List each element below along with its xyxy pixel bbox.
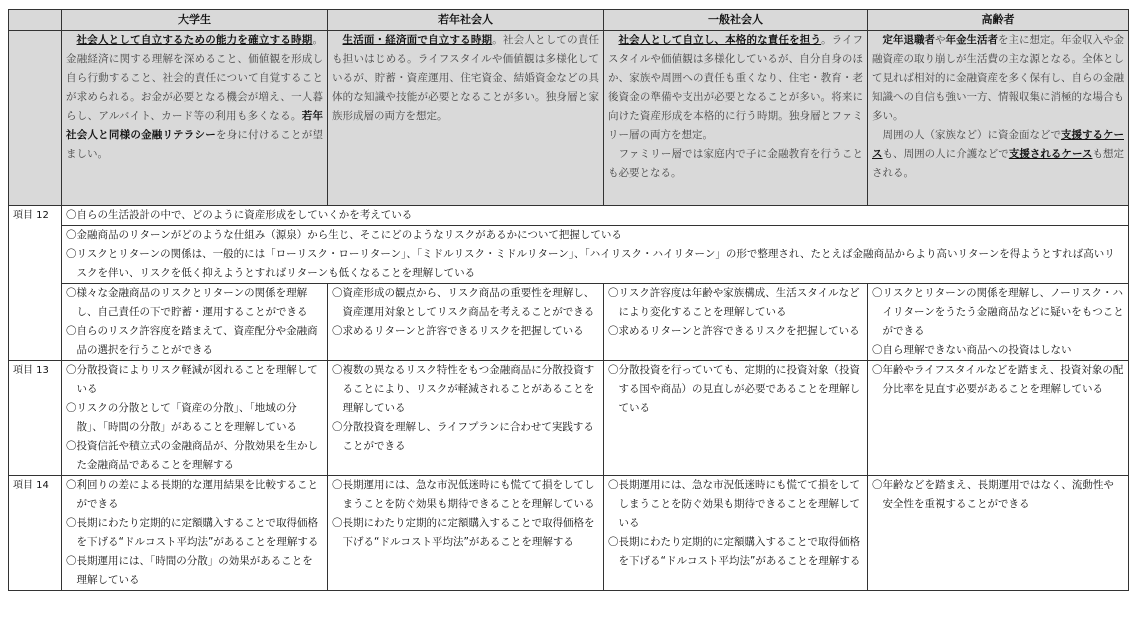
item-12-row3	[9, 284, 1129, 361]
header-senior: 高齢者	[868, 10, 1129, 31]
item-12-general-worker: 〇リスク許容度は年齢や家族構成、生活スタイルなどにより変化することを理解している 〇求めるリターンと許容できるリスクを把握している	[604, 284, 868, 361]
item-13-label: 項目 13	[9, 361, 62, 476]
header-young-worker: 若年社会人	[328, 10, 604, 31]
desc-young-worker: 生活面・経済面で自立する時期。社会人としての責任も担いはじめる。ライフスタイルや価値観は多様化しているが、貯蓄・資産運用、住宅資金、結婚資金などの具体的な知識や技能が必要となることが多い。独身層と家族形成層の両方を想定。	[328, 31, 604, 206]
item-13-senior: 〇年齢やライフスタイルなどを踏まえ、投資対象の配分比率を見直す必要があることを理解している	[868, 361, 1129, 476]
description-blank	[9, 31, 62, 206]
item-13-row	[9, 361, 1129, 476]
item-12-label: 項目 12	[9, 206, 62, 361]
header-general-worker: 一般社会人	[604, 10, 868, 31]
item-12-row1	[9, 206, 1129, 226]
item-12-senior: 〇リスクとリターンの関係を理解し、ノーリスク・ハイリターンをうたう金融商品などに疑いをもつことができる 〇自ら理解できない商品への投資はしない	[868, 284, 1129, 361]
header-blank	[9, 10, 62, 31]
item-12-university: 〇様々な金融商品のリスクとリターンの関係を理解し、自己責任の下で貯蓄・運用することができる 〇自らのリスク許容度を踏まえて、資産配分や金融商品の選択を行うことができる	[62, 284, 328, 361]
item-14-young-worker: 〇長期運用には、急な市況低迷時にも慌てて損をしてしまうことを防ぐ効果も期待できることを理解している 〇長期にわたり定期的に定額購入することで取得価格を下げる“ドルコスト平均法”があることを理解する	[328, 476, 604, 591]
item-12-common-2: 〇金融商品のリターンがどのような仕組み（源泉）から生じ、そこにどのようなリスクがあるかについて把握している 〇リスクとリターンの関係は、一般的には「ローリスク・ローリターン」、「ミドルリスク・ミドルリターン」、「ハイリスク・ハイリターン」の形で整理され、たとえば金融商品からより高いリターンを得ようとすれば高いリスクを伴い、リスクを低く抑えようとすればリターンも低くなることを理解している	[62, 226, 1129, 284]
item-12-young-worker: 〇資産形成の観点から、リスク商品の重要性を理解し、資産運用対象としてリスク商品を考えることができる 〇求めるリターンと許容できるリスクを把握している	[328, 284, 604, 361]
item-14-label: 項目 14	[9, 476, 62, 591]
item-13-general-worker: 〇分散投資を行っていても、定期的に投資対象（投資する国や商品）の見直しが必要であることを理解している	[604, 361, 868, 476]
item-14-general-worker: 〇長期運用には、急な市況低迷時にも慌てて損をしてしまうことを防ぐ効果も期待できることを理解している 〇長期にわたり定期的に定額購入することで取得価格を下げる“ドルコスト平均法”があることを理解する	[604, 476, 868, 591]
header-university: 大学生	[62, 10, 328, 31]
item-12-row2	[9, 226, 1129, 284]
description-row	[9, 31, 1129, 206]
item-13-university: 〇分散投資によりリスク軽減が図れることを理解している 〇リスクの分散として「資産の分散」、「地域の分散」、「時間の分散」があることを理解している 〇投資信託や積立式の金融商品が、分散効果を生かした金融商品であることを理解する	[62, 361, 328, 476]
desc-senior: 定年退職者や年金生活者を主に想定。年金収入や金融資産の取り崩しが生活費の主な源となる。全体として見れば相対的に金融資産を多く保有し、自らの金融知識への自信も強い一方、情報収集に消極的な場合も多い。 周囲の人（家族など）に資金面などで支援するケースも、周囲の人に介護などで支援されるケースも想定される。	[868, 31, 1129, 206]
item-14-university: 〇利回りの差による長期的な運用結果を比較することができる 〇長期にわたり定期的に定額購入することで取得価格を下げる“ドルコスト平均法”があることを理解する 〇長期運用には、「時間の分散」の効果があることを理解している	[62, 476, 328, 591]
item-14-senior: 〇年齢などを踏まえ、長期運用ではなく、流動性や安全性を重視することができる	[868, 476, 1129, 591]
item-12-common-1: 〇自らの生活設計の中で、どのように資産形成をしていくかを考えている	[62, 206, 1129, 226]
header-row	[9, 10, 1129, 31]
item-13-young-worker: 〇複数の異なるリスク特性をもつ金融商品に分散投資することにより、リスクが軽減されることがあることを理解している 〇分散投資を理解し、ライフプランに合わせて実践することができる	[328, 361, 604, 476]
financial-literacy-table	[8, 9, 1129, 591]
desc-university: 社会人として自立するための能力を確立する時期。金融経済に関する理解を深めること、価値観を形成し自ら行動すること、社会的責任について自覚することが求められる。お金が必要となる機会が増え、一人暮らし、アルバイト、カード等の利用も多くなる。若年社会人と同様の金融リテラシーを身に付けることが望ましい。	[62, 31, 328, 206]
desc-general-worker: 社会人として自立し、本格的な責任を担う。ライフスタイルや価値観は多様化しているが、自分自身のほか、家族や周囲への責任も重くなり、住宅・教育・老後資金の準備や支出が必要となることが多い。将来に向けた資産形成を本格的に行う時期。独身層とファミリー層の両方を想定。 ファミリー層では家庭内で子に金融教育を行うことも必要となる。	[604, 31, 868, 206]
item-14-row	[9, 476, 1129, 591]
